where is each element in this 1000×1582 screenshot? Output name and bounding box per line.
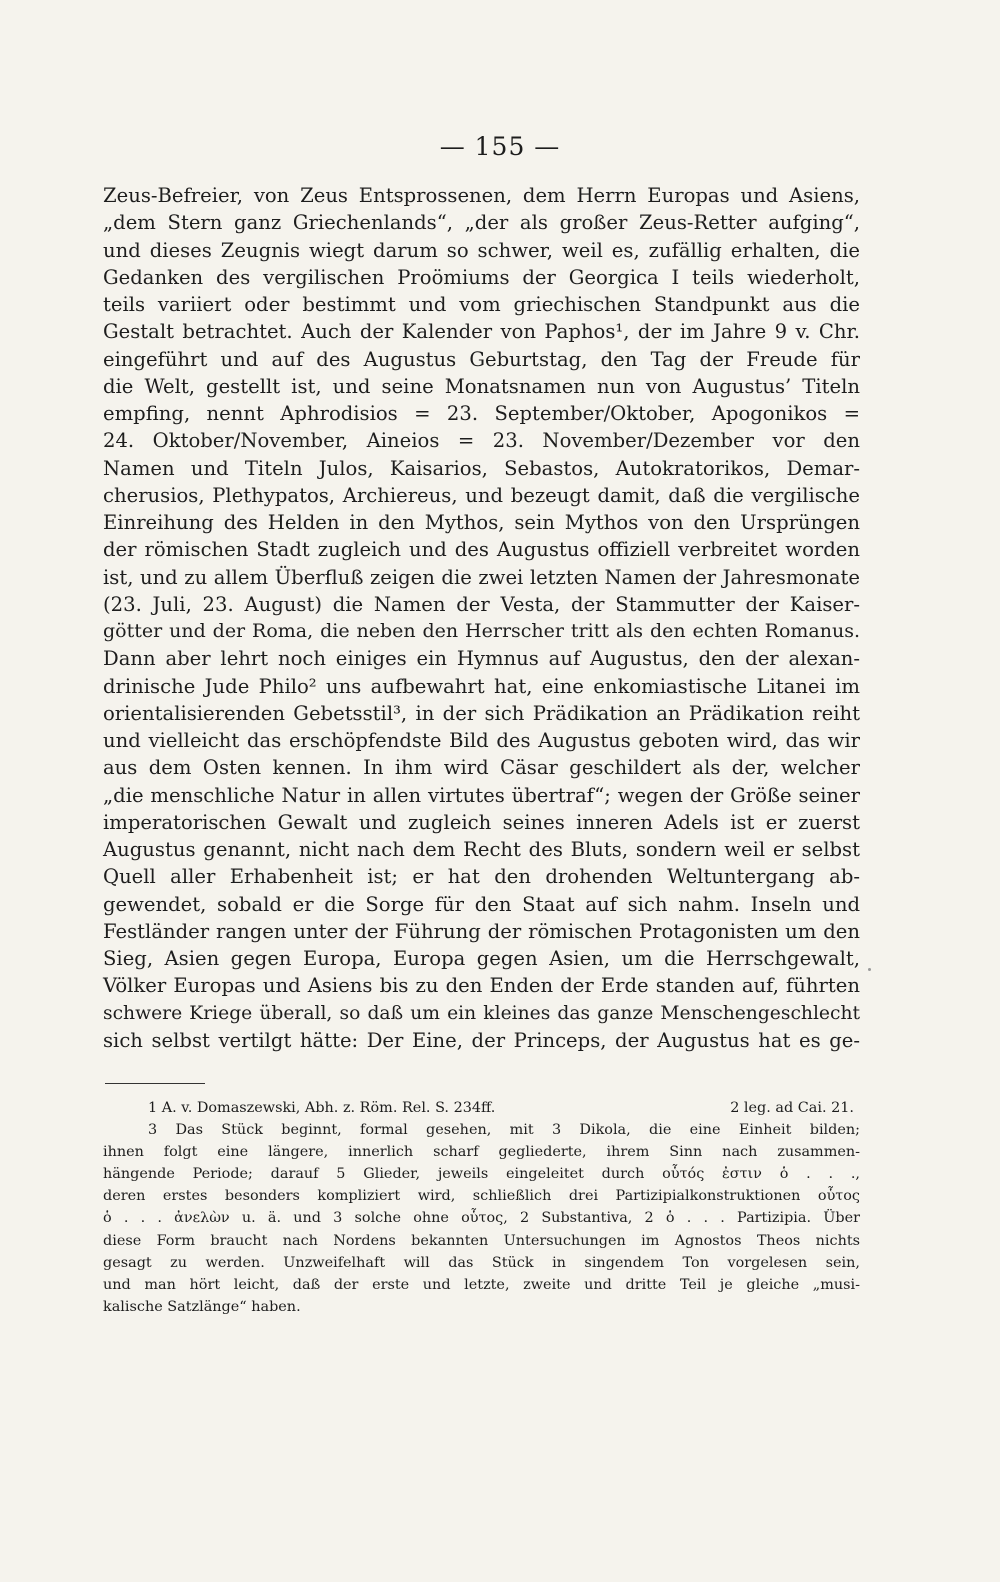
text-line: götter und der Roma, die neben den Herrscher tritt als den echten Romanus. xyxy=(103,620,860,642)
text-line: Zeus-Befreier, von Zeus Entsprossenen, dem Herrn Europas und Asiens, xyxy=(103,184,860,207)
footnote-3-line: 3 Das Stück beginnt, formal gesehen, mit 3 Dikola, die eine Einheit bilden; xyxy=(148,1122,860,1139)
text-line: empfing, nennt Aphrodisios = 23. September/Oktober, Apogonikos = xyxy=(103,402,860,425)
text-line: Gestalt betrachtet. Auch der Kalender von Paphos¹, der im Jahre 9 v. Chr. xyxy=(103,320,860,344)
text-line: „dem Stern ganz Griechenlands“, „der als großer Zeus-Retter aufging“, xyxy=(103,211,860,235)
text-line: „die menschliche Natur in allen virtutes übertraf“; wegen der Größe seiner xyxy=(103,783,860,807)
text-line: und dieses Zeugnis wiegt darum so schwer, weil es, zufällig erhalten, die xyxy=(103,238,860,262)
text-line: teils variiert oder bestimmt und vom griechischen Standpunkt aus die xyxy=(103,293,860,316)
paper-speck xyxy=(868,968,871,971)
text-line: gewendet, sobald er die Sorge für den Staat auf sich nahm. Inseln und xyxy=(103,892,860,916)
footnote-3-line: ihnen folgt eine längere, innerlich scharf gegliederte, ihrem Sinn nach zusammen- xyxy=(103,1144,860,1161)
footnote-3-line: hängende Periode; darauf 5 Glieder, jeweils eingeleitet durch οὗτός ἐστιν ὁ . . ., xyxy=(103,1166,860,1183)
text-line: cherusios, Plethypatos, Archiereus, und bezeugt damit, daß die vergilische xyxy=(103,483,860,507)
text-line: Dann aber lehrt noch einiges ein Hymnus auf Augustus, den der alexan- xyxy=(103,647,860,671)
text-line: 24. Oktober/November, Aineios = 23. November/Dezember vor den xyxy=(103,429,860,453)
text-line: Völker Europas und Asiens bis zu den Enden der Erde standen auf, führten xyxy=(103,974,860,998)
footnotes xyxy=(103,1097,860,1318)
text-line: (23. Juli, 23. August) die Namen der Vesta, der Stammutter der Kaiser- xyxy=(103,592,860,616)
text-line: und vielleicht das erschöpfendste Bild des Augustus geboten wird, das wir xyxy=(103,729,860,752)
page-number: — 155 — xyxy=(439,132,561,161)
text-line: der römischen Stadt zugleich und des Augustus offiziell verbreitet worden xyxy=(103,538,860,562)
text-line: eingeführt und auf des Augustus Geburtstag, den Tag der Freude für xyxy=(103,347,860,371)
main-text xyxy=(103,182,860,1054)
text-line: Festländer rangen unter der Führung der römischen Protagonisten um den xyxy=(103,919,860,943)
footnote-3-line: deren erstes besonders kompliziert wird, schließlich drei Partizipialkonstruktionen οὗτος xyxy=(103,1188,860,1205)
text-line: schwere Kriege überall, so daß um ein kleines das ganze Menschengeschlecht xyxy=(103,1002,860,1024)
footnote-2: 2 leg. ad Cai. 21. xyxy=(730,1100,854,1116)
text-line: Sieg, Asien gegen Europa, Europa gegen Asien, um die Herrschgewalt, xyxy=(103,947,860,970)
text-line: sich selbst vertilgt hätte: Der Eine, der Princeps, der Augustus hat es ge- xyxy=(103,1028,860,1052)
footnote-3-line: diese Form braucht nach Nordens bekannten Untersuchungen im Agnostos Theos nichts xyxy=(103,1232,860,1249)
text-line: ist, und zu allem Überfluß zeigen die zwei letzten Namen der Jahresmonate xyxy=(103,565,860,589)
text-line: aus dem Osten kennen. In ihm wird Cäsar geschildert als der, welcher xyxy=(103,756,860,780)
text-line: Augustus genannt, nicht nach dem Recht des Bluts, sondern weil er selbst xyxy=(103,838,860,861)
footnote-3-line: und man hört leicht, daß der erste und letzte, zweite und dritte Teil je gleiche „musi- xyxy=(103,1276,860,1293)
footnote-3-line: gesagt zu werden. Unzweifelhaft will das Stück in singendem Ton vorgelesen sein, xyxy=(103,1254,860,1271)
footnote-3-line: kalische Satzlänge“ haben. xyxy=(103,1298,301,1315)
text-line: Quell aller Erhabenheit ist; er hat den drohenden Weltuntergang ab- xyxy=(103,865,860,889)
footnote-3-line: ὁ . . . ἀνελὼν u. ä. und 3 solche ohne οὗτος, 2 Substantiva, 2 ὁ . . . Partizipia. Über xyxy=(103,1210,860,1227)
footnote-1: 1 A. v. Domaszewski, Abh. z. Röm. Rel. S. 234ff. xyxy=(148,1100,496,1116)
text-line: imperatorischen Gewalt und zugleich seines inneren Adels ist er zuerst xyxy=(103,810,860,834)
text-line: orientalisierenden Gebetsstil³, in der sich Prädikation an Prädikation reiht xyxy=(103,701,860,725)
text-line: Einreihung des Helden in den Mythos, sein Mythos von den Ursprüngen xyxy=(103,511,860,534)
text-line: Gedanken des vergilischen Proömiums der Georgica I teils wiederholt, xyxy=(103,265,860,289)
footnote-1-2 xyxy=(103,1097,860,1119)
footnote-rule xyxy=(105,1083,205,1084)
text-line: Namen und Titeln Julos, Kaisarios, Sebastos, Autokratorikos, Demar- xyxy=(103,456,860,480)
text-line: die Welt, gestellt ist, und seine Monatsnamen nun von Augustus’ Titeln xyxy=(103,374,860,398)
text-line: drinische Jude Philo² uns aufbewahrt hat, eine enkomiastische Litanei im xyxy=(103,674,860,698)
